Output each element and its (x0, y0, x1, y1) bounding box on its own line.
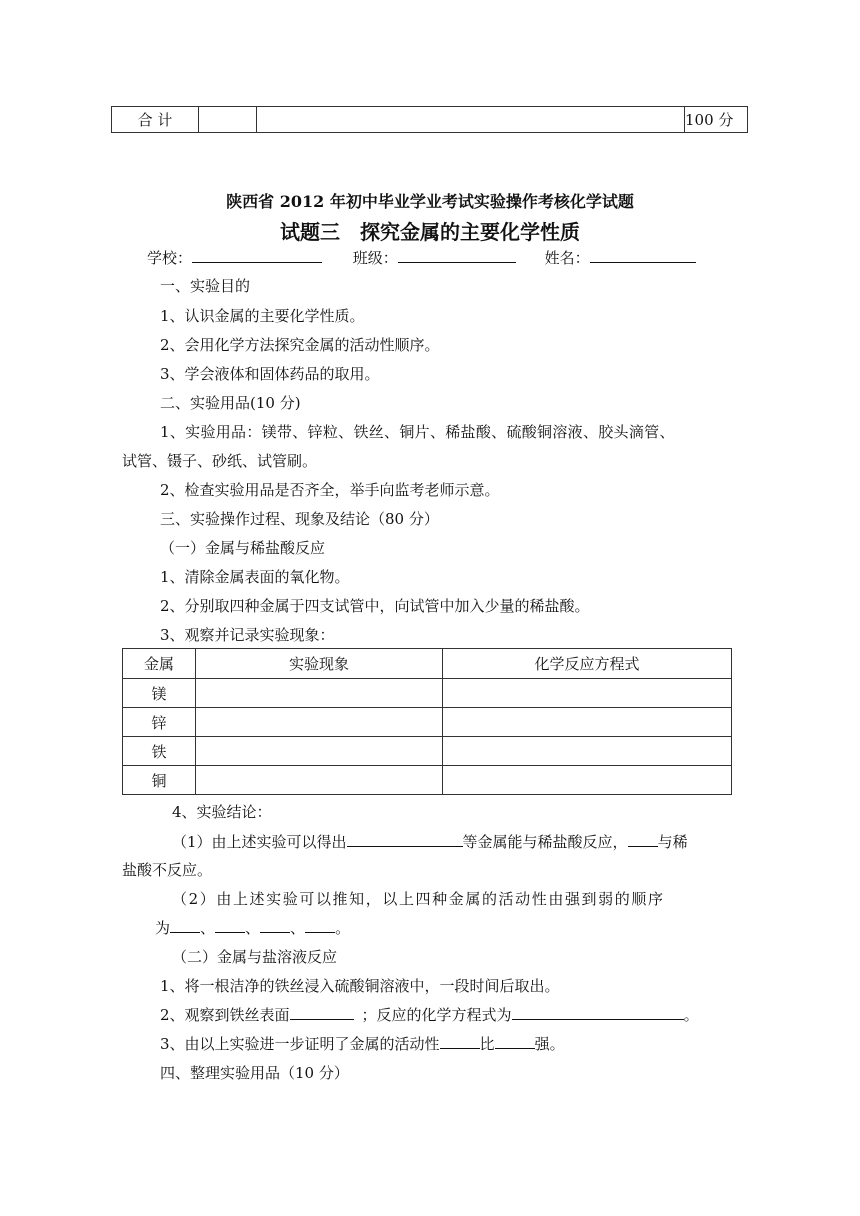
equation-cell-zn[interactable] (443, 708, 732, 737)
equation-cell-mg[interactable] (443, 679, 732, 708)
conclusion-1-text-c: 与稀 (657, 833, 688, 851)
conclusion-2-text-b: 为 (155, 919, 171, 937)
part-1-heading: （一）金属与稀盐酸反应 (160, 539, 326, 557)
class-label: 班级： (352, 249, 398, 267)
section-1-item-3: 3、学会液体和固体药品的取用。 (160, 365, 380, 383)
section-3-item-1: 1、清除金属表面的氧化物。 (160, 568, 350, 586)
conclusion-1-blank-1[interactable] (347, 832, 463, 847)
section-3-item-2: 2、分别取四种金属于四支试管中，向试管中加入少量的稀盐酸。 (160, 597, 590, 615)
part-2-item-2-text-b: ；反应的化学方程式为 (361, 1006, 512, 1024)
order-blank-3[interactable] (260, 918, 290, 933)
equation-blank[interactable] (512, 1005, 684, 1020)
phenomenon-cell-fe[interactable] (196, 737, 443, 766)
equation-cell-fe[interactable] (443, 737, 732, 766)
phenomenon-cell-mg[interactable] (196, 679, 443, 708)
order-end: 。 (335, 919, 351, 937)
order-sep-2: 、 (245, 919, 261, 937)
conclusion-1-line-2: 盐酸不反应。 (122, 861, 213, 879)
order-blank-2[interactable] (215, 918, 245, 933)
part-2-item-1: 1、将一根洁净的铁丝浸入硫酸铜溶液中，一段时间后取出。 (160, 977, 560, 995)
header-phenomenon: 实验现象 (196, 649, 443, 679)
phenomenon-cell-zn[interactable] (196, 708, 443, 737)
surface-blank[interactable] (290, 1005, 354, 1020)
conclusion-1-text-a: （1）由上述实验可以得出 (172, 833, 347, 851)
metal-blank-2[interactable] (495, 1034, 535, 1049)
table-row (123, 737, 732, 766)
metal-cell-mg: 镁 (123, 679, 196, 708)
school-field[interactable] (192, 248, 322, 263)
school-label: 学校： (147, 249, 193, 267)
section-1-item-1: 1、认识金属的主要化学性质。 (160, 307, 365, 325)
part-2-item-3-text-a: 3、由以上实验进一步证明了金属的活动性 (160, 1035, 440, 1053)
name-field[interactable] (590, 248, 696, 263)
section-2-item-2: 2、检查实验用品是否齐全，举手向监考老师示意。 (160, 481, 500, 499)
total-label-cell: 合 计 (112, 107, 199, 133)
section-2-item-1a: 1、实验用品：镁带、锌粒、铁丝、铜片、稀盐酸、硫酸铜溶液、胶头滴管、 (160, 423, 675, 441)
part-2-item-2 (160, 1005, 699, 1025)
metal-table (122, 648, 732, 795)
section-4-heading: 四、整理实验用品（10 分） (160, 1064, 349, 1082)
section-2-heading: 二、实验用品(10 分) (160, 394, 301, 412)
part-2-item-3-text-c: 强。 (534, 1035, 565, 1053)
metal-cell-cu: 铜 (123, 766, 196, 795)
order-blank-4[interactable] (305, 918, 335, 933)
class-field[interactable] (398, 248, 516, 263)
header-equation: 化学反应方程式 (443, 649, 732, 679)
conclusion-1-line-1 (172, 832, 688, 852)
total-score-cell: 100 分 (685, 107, 748, 133)
part-2-item-2-text-c: 。 (683, 1006, 699, 1024)
order-blank-1[interactable] (170, 918, 200, 933)
conclusion-1-text-b: 等金属能与稀盐酸反应， (462, 833, 628, 851)
metal-cell-fe: 铁 (123, 737, 196, 766)
section-1-item-2: 2、会用化学方法探究金属的活动性顺序。 (160, 336, 440, 354)
section-3-heading: 三、实验操作过程、现象及结论（80 分） (160, 510, 439, 528)
section-3-item-3: 3、观察并记录实验现象： (160, 626, 335, 644)
phenomenon-cell-cu[interactable] (196, 766, 443, 795)
metal-cell-zn: 锌 (123, 708, 196, 737)
page-title: 陕西省 2012 年初中毕业学业考试实验操作考核化学试题 (226, 192, 634, 211)
conclusion-heading: 4、实验结论： (172, 803, 272, 821)
student-info (147, 248, 696, 268)
total-empty-cell-2 (257, 107, 685, 133)
part-2-item-3-text-b: 比 (479, 1035, 495, 1053)
conclusion-1-blank-2[interactable] (628, 832, 658, 847)
table-row (123, 766, 732, 795)
header-metal: 金属 (123, 649, 196, 679)
equation-cell-cu[interactable] (443, 766, 732, 795)
order-sep-1: 、 (200, 919, 216, 937)
conclusion-2-line-2 (155, 918, 350, 938)
section-1-heading: 一、实验目的 (160, 277, 251, 295)
table-row (123, 708, 732, 737)
total-empty-cell-1 (199, 107, 257, 133)
name-label: 姓名： (544, 249, 590, 267)
part-2-item-3 (160, 1034, 565, 1054)
section-2-item-1b: 试管、镊子、砂纸、试管刷。 (122, 452, 318, 470)
table-row (123, 679, 732, 708)
order-sep-3: 、 (290, 919, 306, 937)
metal-blank-1[interactable] (440, 1034, 480, 1049)
total-table (111, 106, 748, 133)
part-2-item-2-text-a: 2、观察到铁丝表面 (160, 1006, 290, 1024)
page-subtitle: 试题三 探究金属的主要化学性质 (280, 220, 580, 244)
part-2-heading: （二）金属与盐溶液反应 (172, 948, 338, 966)
conclusion-2-line-1: （2）由上述实验可以推知，以上四种金属的活动性由强到弱的顺序 (172, 890, 665, 908)
